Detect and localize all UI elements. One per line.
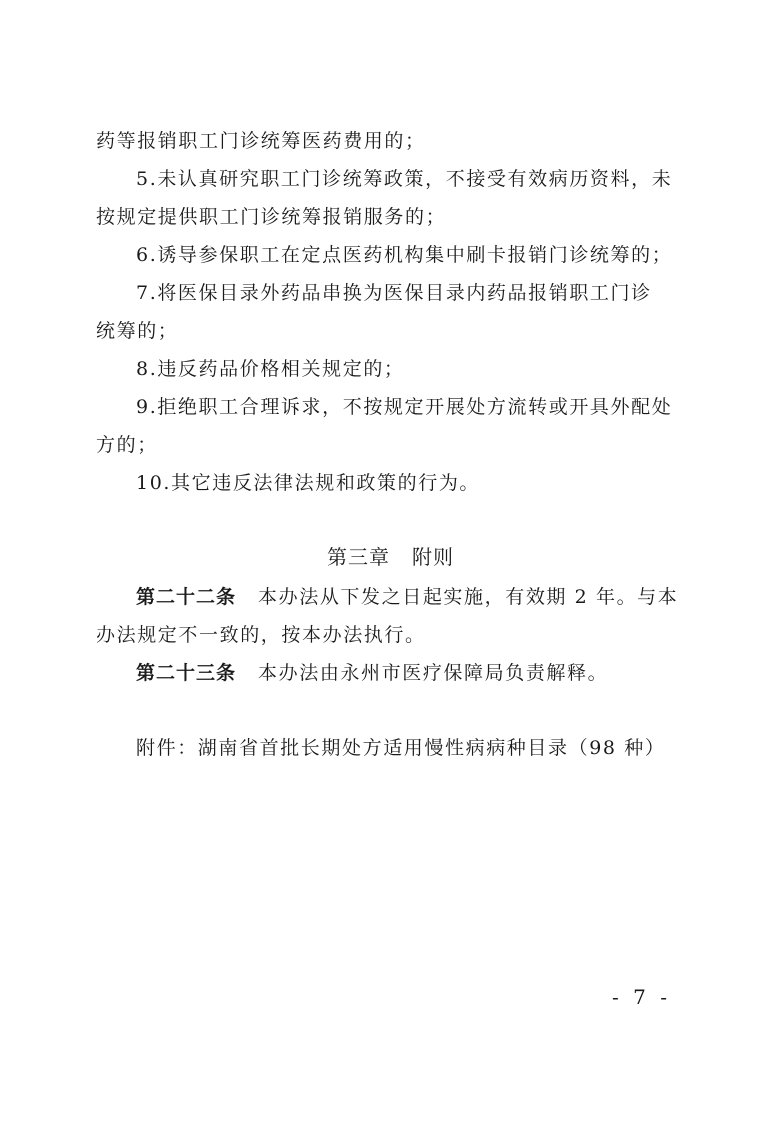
articles: [96, 578, 690, 692]
body-line: 10.其它违反法律法规和政策的行为。: [136, 472, 481, 494]
page-number: - 7 -: [612, 985, 671, 1009]
article-label: 第二十二条: [136, 586, 237, 608]
article-text: 本办法由永州市医疗保障局负责解释。: [258, 662, 609, 684]
body-line: 9.拒绝职工合理诉求，不按规定开展处方流转或开具外配处: [136, 396, 673, 418]
body-line: 方的；: [96, 434, 158, 456]
body-line: 统筹的；: [96, 320, 179, 342]
article-23: [96, 654, 690, 692]
chapter-title: 附则: [412, 545, 454, 569]
body-line: 7.将医保目录外药品串换为医保目录内药品报销职工门诊: [136, 282, 652, 304]
chapter-heading: [0, 538, 781, 576]
body-line: 8.违反药品价格相关规定的；: [136, 358, 405, 380]
attachment-note: 附件：湖南省首批长期处方适用慢性病病种目录（98 种）: [136, 737, 666, 759]
article-22: [96, 578, 690, 616]
body-line: 6.诱导参保职工在定点医药机构集中刷卡报销门诊统筹的；: [136, 244, 673, 266]
body-line: 按规定提供职工门诊统筹报销服务的；: [96, 206, 447, 228]
article-text: 本办法从下发之日起实施，有效期 2 年。与本: [258, 586, 679, 608]
body-line: 5.未认真研究职工门诊统筹政策，不接受有效病历资料，未: [136, 168, 673, 190]
body-text: [96, 122, 690, 502]
body-line: 药等报销职工门诊统筹医药费用的；: [96, 130, 426, 152]
chapter-number: 第三章: [327, 545, 390, 569]
article-label: 第二十三条: [136, 662, 237, 684]
article-22-continued: 办法规定不一致的，按本办法执行。: [96, 624, 426, 646]
